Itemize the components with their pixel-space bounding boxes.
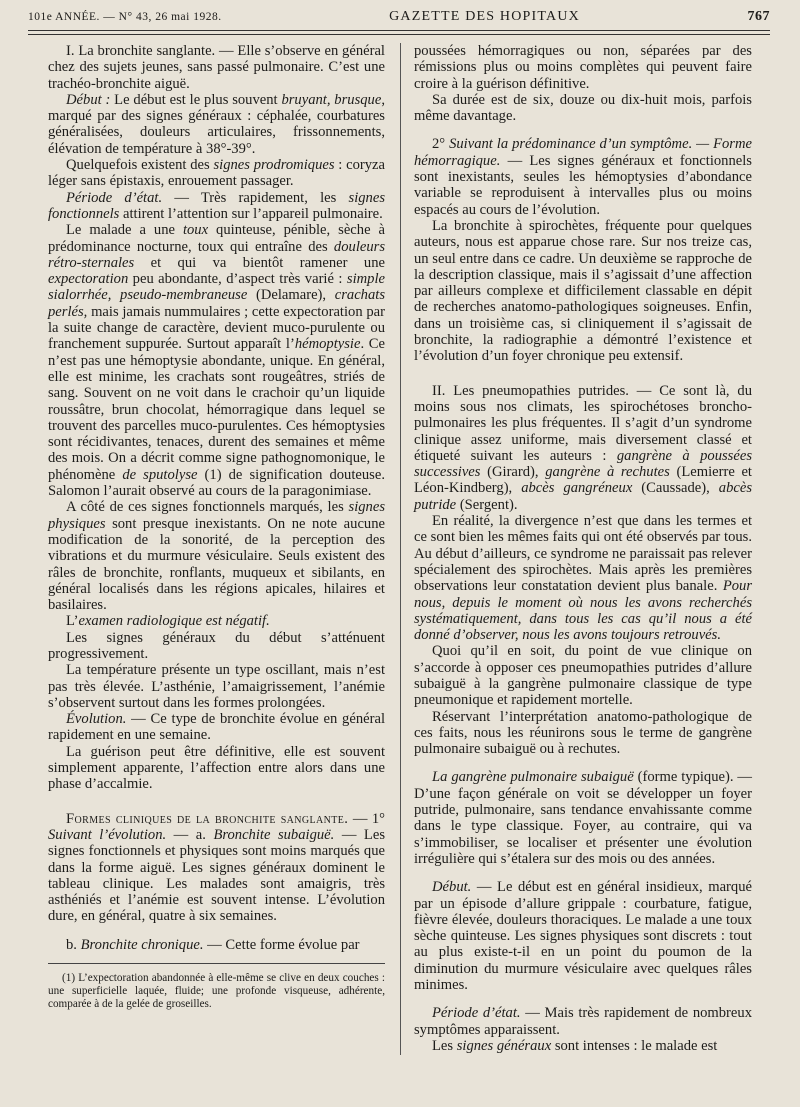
paragraph: Quoi qu’il en soit, du point de vue clinique on s’accorde à opposer ces pneumopathies putrides d’allure subaiguë à la gangrène pulmonaire classique de type pneumonique et rapidement mortelle. (414, 643, 752, 709)
issue-info: 101e ANNÉE. — N° 43, 26 mai 1928. (28, 11, 222, 23)
column-divider (400, 43, 401, 1055)
running-header (28, 4, 770, 30)
paragraph: Réservant l’interprétation anatomo-pathologique de ces faits, nous les réunirons sous le terme de gangrène pulmonaire subaiguë ou à rechutes. (414, 708, 752, 758)
left-column (48, 43, 385, 1011)
paragraph: b. Bronchite chronique. — Cette forme évolue par (66, 936, 360, 953)
paragraph: A côté de ces signes fonctionnels marqués, les signes physiques sont presque inexistants. On ne note aucune modification de la sonorité, de la perception des vibrations et du murmure vésiculaire. Seuls existent des râles de bronchite, ronflants, muqueux et sibilants, en général localisés dans les régions apicales, hilaires et basilaires. (48, 499, 385, 614)
paragraph: L’examen radiologique est négatif. (66, 613, 270, 630)
page-number: 767 (747, 9, 770, 24)
paragraph: Les signes généraux sont intenses : le malade est (432, 1037, 718, 1054)
paragraph: En réalité, la divergence n’est que dans les termes et ce sont bien les mêmes faits qui ont été observés par tous. Au début d’ailleurs, ce syndrome ne paraissait pas relever spécialement des spirochètes. Mais après les premières observations leur constatation devient plus banale. Pour nous, depuis le moment où nous les avons recherchés systématiquement, dans tous les cas qu’il nous a été donné d’observer, nous les avons toujours retrouvés. (414, 513, 752, 644)
paragraph: Début. — Le début est en général insidieux, marqué par un épisode d’allure grippale : courbature, fatigue, fièvre élevée, douleurs thoraciques. Le malade a une toux sèche quinteuse. Les signes physiques sont discrets : tout au plus existe-t-il en un point du poumon de la diminution du murmure vésiculaire avec quelques râles minimes. (414, 879, 752, 994)
section-heading-paragraph: II. Les pneumopathies putrides. — Ce sont là, du moins sous nos climats, les spirochétoses broncho-pulmonaires les plus fréquentes. Il s’agit d’un syndrome clinique assez uniforme, mais diversement classé et étiqueté suivant les auteurs : gangrène à poussées successives (Girard), gangrène à rechutes (Lemierre et Léon-Kindberg), abcès gangréneux (Caussade), abcès putride (Sergent). (414, 382, 752, 513)
paragraph: La bronchite à spirochètes, fréquente pour quelques auteurs, nous est apparue chose rare. Sur nos treize cas, un seul entre dans ce cadre. Un deuxième se rapproche de la description classique, mais il s’agissait d’une affection par ailleurs complexe et difficilement classable en dépit de recherches anatomo-pathologiques soigneuses. Enfin, dans un troisième cas, si cliniquement il s’agissait de bronchite, la radiographie a démontré l’existence et l’évolution d’un foyer chronique peu extensif. (414, 217, 752, 365)
paragraph: I. La bronchite sanglante. — Elle s’observe en général chez des sujets jeunes, sans passé pulmonaire. C’est une trachéo-bronchite aiguë. (48, 43, 385, 92)
paragraph: 2° Suivant la prédominance d’un symptôme. — Forme hémorragique. — Les signes généraux et fonctionnels sont inexistants, seules les hémoptysies d’abondance variable se reproduisent à intervalles plus ou moins espacés au cours de l’évolution. (414, 136, 752, 218)
paragraph: Sa durée est de six, douze ou dix-huit mois, parfois même davantage. (414, 91, 752, 125)
paragraph: La température présente un type oscillant, mais n’est pas très élevée. L’asthénie, l’amaigrissement, l’anémie s’observent surtout dans les formes prolongées. (48, 662, 385, 711)
paragraph: Les signes généraux du début s’atténuent progressivement. (48, 629, 385, 662)
journal-title: GAZETTE DES HOPITAUX (389, 9, 580, 24)
footnote: (1) L’expectoration abandonnée à elle-même se clive en deux couches : une superficielle laquée, fluide; une profonde visqueuse, adhérente, comparée à de la gelée de groseilles. (48, 972, 385, 1011)
paragraph: La gangrène pulmonaire subaiguë (forme typique). — D’une façon générale on voit se développer un foyer putride, pulmonaire, sans tendance envahissante comme dans le type classique. Foyer, au contraire, qui va s’immobiliser, se localiser et présenter une évolution irrégulière qui s’étalera sur des mois ou des années. (414, 769, 753, 867)
paragraph: Début : Le début est le plus souvent bruyant, brusque, marqué par des signes généraux : céphalée, courbatures généralisées, douleurs articulaires, frissonnements, élévation de température à 38°-39°. (48, 91, 385, 157)
paragraph: Période d’état. — Très rapidement, les signes fonctionnels attirent l’attention sur l’appareil pulmonaire. (48, 189, 385, 222)
paragraph: Période d’état. — Mais très rapidement de nombreux symptômes apparaissent. (414, 1005, 752, 1038)
paragraph: poussées hémorragiques ou non, séparées par des rémissions plus ou moins complètes qui peuvent faire croire à la guérison définitive. (414, 43, 752, 92)
paragraph: Évolution. — Ce type de bronchite évolue en général rapidement en une semaine. (48, 711, 385, 744)
header-rule-thin (28, 34, 770, 35)
section-heading-paragraph: Formes cliniques de la bronchite sanglante. — 1° Suivant l’évolution. — a. Bronchite subaiguë. — Les signes fonctionnels et physiques sont moins marqués que dans la forme aiguë. Les signes généraux dominent le tableau clinique. Les malades sont amaigris, très asthéniés et l’anémie est souvent intense. L’évolution dure, en général, quatre à six semaines. (48, 810, 386, 925)
paragraph: Quelquefois existent des signes prodromiques : coryza léger sans épistaxis, enrouement passager. (48, 157, 385, 190)
paragraph: La guérison peut être définitive, elle est souvent simplement apparente, l’affection entre alors dans une phase d’accalmie. (48, 743, 385, 793)
header-rule-thick (28, 30, 770, 31)
right-column (414, 43, 752, 1054)
paragraph: Le malade a une toux quinteuse, pénible, sèche à prédominance nocturne, toux qui entraîne des douleurs rétro-sternales et qui va bientôt ramener une expectoration peu abondante, d’aspect très varié : simple sialorrhée, pseudo-membraneuse (Delamare), crachats perlés, mais jamais nummulaires ; cette expectoration par la suite change de caractère, devient muco-purulente ou franchement suppurée. Surtout apparaît l’hémoptysie. Ce n’est pas une hémoptysie abondante, unique. En général, elle est minime, les crachats sont rougeâtres, striés de sang. Souvent on ne voit dans le crachoir qu’un liquide roussâtre, brun chocolat, hémorragique dans lequel se trouvent des parcelles muco-purulentes. Ces hémoptysies sont récidivantes, tenaces, durent des semaines et même des mois. On a décrit comme signe pathognomonique, le phénomène de sputolyse (1) de signification douteuse. Salomon l’aurait observé au cours de la paragonimiase. (48, 222, 385, 500)
footnote-rule (48, 963, 385, 964)
